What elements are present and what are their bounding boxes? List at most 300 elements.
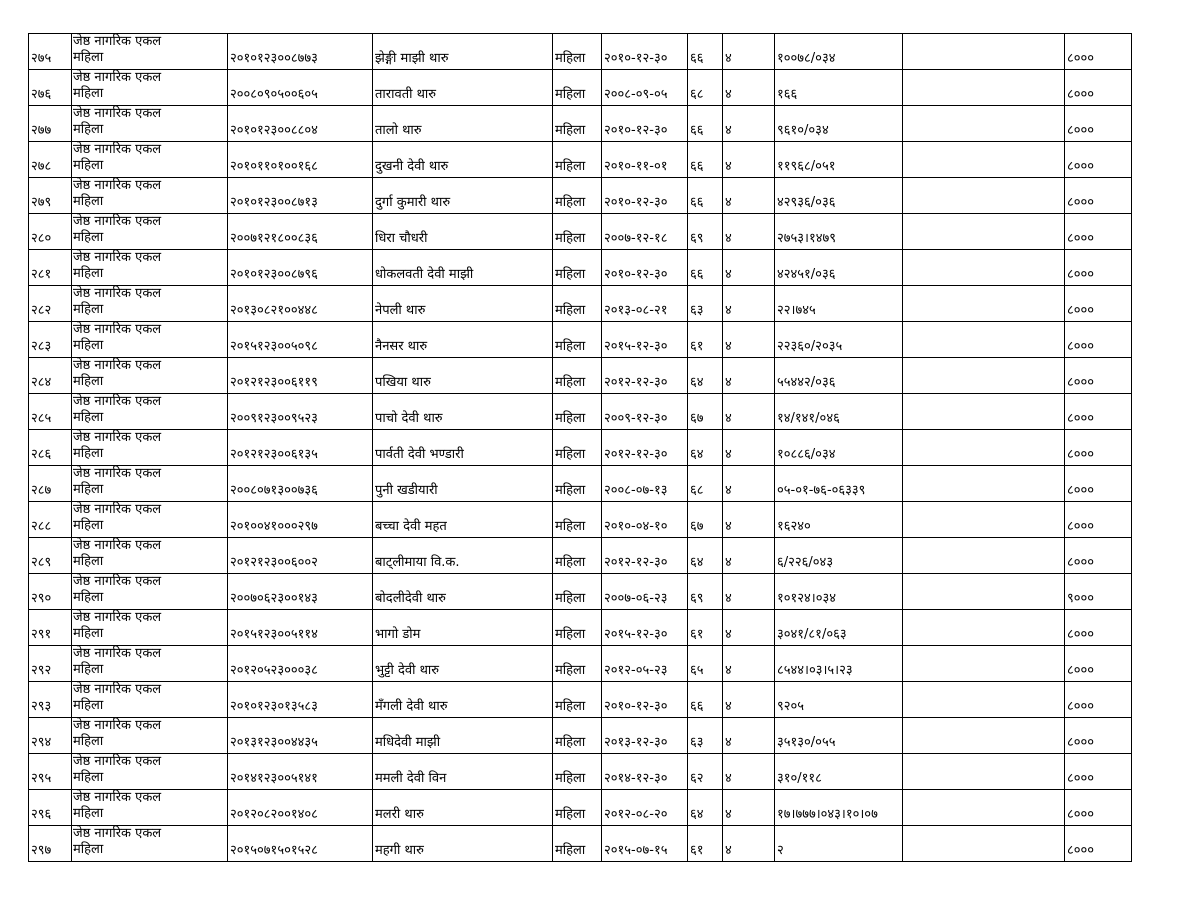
citizenship-cell [775, 502, 903, 538]
id-number-cell [228, 574, 373, 610]
id-number-cell [228, 826, 373, 862]
citizenship-cell [775, 70, 903, 106]
age: ६७ [690, 519, 704, 534]
age-cell [688, 826, 723, 862]
age-cell [688, 466, 723, 502]
id-number: २०१०१२३००८८०४ [230, 123, 318, 138]
date: २०१५-१२-३० [604, 339, 668, 354]
count: ४ [725, 843, 732, 858]
empty-cell [903, 34, 1065, 70]
date-cell [602, 430, 688, 466]
age-cell [688, 142, 723, 178]
amount: ८००० [1067, 123, 1095, 138]
name-cell [373, 754, 553, 790]
date-cell [602, 34, 688, 70]
name-cell [373, 718, 553, 754]
category-cell [72, 502, 228, 538]
amount-cell [1065, 358, 1132, 394]
category-line-2: महिला [73, 806, 104, 821]
citizenship-cell [775, 250, 903, 286]
table-row [29, 142, 1132, 178]
count-cell [723, 178, 775, 214]
citizenship-cell [775, 106, 903, 142]
category-line-2: महिला [73, 230, 104, 245]
citizenship-number: २२।७४५ [777, 303, 816, 318]
category-cell [72, 682, 228, 718]
serial-number-cell [29, 286, 72, 322]
gender-cell [553, 286, 602, 322]
age: ६१ [690, 627, 704, 642]
id-number-cell [228, 790, 373, 826]
category-line-2: महिला [73, 626, 104, 641]
serial-number: २७६ [31, 87, 52, 102]
date-cell [602, 214, 688, 250]
gender: महिला [555, 123, 586, 138]
id-number-cell [228, 646, 373, 682]
date: २०१३-०८-२१ [604, 303, 668, 318]
serial-number: २८७ [31, 483, 52, 498]
count: ४ [725, 663, 732, 678]
empty-cell [903, 466, 1065, 502]
name-cell [373, 178, 553, 214]
id-number: २०१४१२३००५१४१ [230, 771, 318, 786]
beneficiary-name: भागो डोम [375, 627, 421, 642]
gender-cell [553, 826, 602, 862]
table-row [29, 646, 1132, 682]
table-row [29, 106, 1132, 142]
category-line-2: महिला [73, 86, 104, 101]
id-number: २००८०९०५००६०५ [230, 87, 318, 102]
table-row [29, 250, 1132, 286]
serial-number-cell [29, 646, 72, 682]
serial-number-cell [29, 790, 72, 826]
id-number: २०१५१२३००५०९८ [230, 339, 318, 354]
age-cell [688, 358, 723, 394]
gender: महिला [555, 51, 586, 66]
count-cell [723, 286, 775, 322]
name-cell [373, 286, 553, 322]
id-number-cell [228, 286, 373, 322]
date-cell [602, 538, 688, 574]
gender: महिला [555, 807, 586, 822]
age-cell [688, 322, 723, 358]
date: २०१४-१२-३० [604, 771, 668, 786]
gender: महिला [555, 555, 586, 570]
beneficiary-name: पखिया थारु [375, 375, 431, 390]
amount-cell [1065, 646, 1132, 682]
date: २०१०-०४-१० [604, 519, 668, 534]
date: २०१०-१२-३० [604, 267, 668, 282]
amount-cell [1065, 106, 1132, 142]
age: ६९ [690, 231, 704, 246]
category-line-2: महिला [73, 554, 104, 569]
age: ६९ [690, 591, 704, 606]
amount: ८००० [1067, 627, 1095, 642]
id-number-cell [228, 538, 373, 574]
gender: महिला [555, 627, 586, 642]
gender: महिला [555, 771, 586, 786]
empty-cell [903, 106, 1065, 142]
name-cell [373, 394, 553, 430]
age-cell [688, 538, 723, 574]
age: ६१ [690, 339, 704, 354]
table-row [29, 718, 1132, 754]
gender: महिला [555, 483, 586, 498]
citizenship-number: ३५१३०/०५५ [777, 735, 836, 750]
citizenship-number: १०१२४।०३४ [777, 591, 837, 606]
id-number-cell [228, 682, 373, 718]
category-cell [72, 142, 228, 178]
amount: ८००० [1067, 519, 1095, 534]
age: ६४ [690, 447, 704, 462]
age: ६४ [690, 807, 704, 822]
date: २०१०-१२-३० [604, 195, 668, 210]
amount-cell [1065, 502, 1132, 538]
category-line-2: महिला [73, 842, 104, 857]
serial-number: २७७ [31, 123, 52, 138]
count-cell [723, 538, 775, 574]
beneficiary-name: तालो थारु [375, 123, 422, 138]
amount-cell [1065, 394, 1132, 430]
table-row [29, 286, 1132, 322]
beneficiary-name: महगी थारु [375, 843, 424, 858]
category-cell [72, 718, 228, 754]
serial-number-cell [29, 106, 72, 142]
name-cell [373, 34, 553, 70]
date-cell [602, 610, 688, 646]
serial-number: २७९ [31, 195, 52, 210]
count: ४ [725, 447, 732, 462]
citizenship-number: २२३६०/२०३५ [777, 339, 843, 354]
gender-cell [553, 574, 602, 610]
category-line-1: जेष्ठ नागरिक एकल [73, 790, 162, 805]
name-cell [373, 826, 553, 862]
age: ६७ [690, 411, 704, 426]
age-cell [688, 790, 723, 826]
age: ६८ [690, 87, 704, 102]
date: २०१२-१२-३० [604, 555, 668, 570]
citizenship-cell [775, 286, 903, 322]
category-cell [72, 466, 228, 502]
gender: महिला [555, 87, 586, 102]
serial-number-cell [29, 322, 72, 358]
id-number-cell [228, 106, 373, 142]
category-cell [72, 178, 228, 214]
beneficiary-name: नैनसर थारु [375, 339, 428, 354]
citizenship-number: ३०४१/८१/०६३ [777, 627, 847, 642]
amount: ८००० [1067, 159, 1095, 174]
amount: ८००० [1067, 771, 1095, 786]
count-cell [723, 826, 775, 862]
serial-number: २८९ [31, 555, 52, 570]
id-number: २०१३१२३००४४३५ [230, 735, 318, 750]
citizenship-number: २७५३।१४७९ [777, 231, 837, 246]
amount: ८००० [1067, 411, 1095, 426]
name-cell [373, 682, 553, 718]
serial-number-cell [29, 430, 72, 466]
citizenship-number: ०५-०१-७६-०६३३९ [777, 483, 866, 498]
date-cell [602, 394, 688, 430]
count: ४ [725, 195, 732, 210]
amount-cell [1065, 250, 1132, 286]
serial-number: २७५ [31, 51, 52, 66]
serial-number: २८५ [31, 411, 52, 426]
date-cell [602, 358, 688, 394]
category-line-2: महिला [73, 374, 104, 389]
category-cell [72, 430, 228, 466]
count-cell [723, 322, 775, 358]
gender: महिला [555, 159, 586, 174]
gender-cell [553, 178, 602, 214]
id-number-cell [228, 610, 373, 646]
gender-cell [553, 538, 602, 574]
category-line-2: महिला [73, 662, 104, 677]
date: २०१५-०७-१५ [604, 843, 668, 858]
category-cell [72, 214, 228, 250]
citizenship-number: १००७८/०३४ [777, 51, 836, 66]
beneficiary-name: ममली देवी विन [375, 771, 447, 786]
date-cell [602, 574, 688, 610]
serial-number-cell [29, 754, 72, 790]
amount: ८००० [1067, 51, 1095, 66]
id-number: २००७१२१८००८३६ [230, 231, 318, 246]
empty-cell [903, 646, 1065, 682]
category-line-1: जेष्ठ नागरिक एकल [73, 646, 162, 661]
gender-cell [553, 430, 602, 466]
age-cell [688, 718, 723, 754]
amount-cell [1065, 286, 1132, 322]
gender-cell [553, 718, 602, 754]
id-number: २०१२१२३००६११९ [230, 375, 318, 390]
category-line-1: जेष्ठ नागरिक एकल [73, 430, 162, 445]
category-line-1: जेष्ठ नागरिक एकल [73, 358, 162, 373]
id-number: २००९१२३००९५२३ [230, 411, 318, 426]
citizenship-cell [775, 718, 903, 754]
table-row [29, 70, 1132, 106]
name-cell [373, 250, 553, 286]
age-cell [688, 646, 723, 682]
date-cell [602, 178, 688, 214]
count-cell [723, 502, 775, 538]
empty-cell [903, 790, 1065, 826]
serial-number-cell [29, 142, 72, 178]
amount-cell [1065, 574, 1132, 610]
date: २००९-१२-३० [604, 411, 668, 426]
count-cell [723, 610, 775, 646]
category-line-1: जेष्ठ नागरिक एकल [73, 502, 162, 517]
citizenship-cell [775, 34, 903, 70]
gender: महिला [555, 231, 586, 246]
id-number-cell [228, 34, 373, 70]
category-line-1: जेष्ठ नागरिक एकल [73, 250, 162, 265]
gender: महिला [555, 339, 586, 354]
beneficiary-name: पाचो देवी थारु [375, 411, 443, 426]
name-cell [373, 106, 553, 142]
count: ४ [725, 411, 732, 426]
name-cell [373, 70, 553, 106]
table-row [29, 214, 1132, 250]
beneficiary-name: बोदलीदेवी थारु [375, 591, 446, 606]
date-cell [602, 790, 688, 826]
gender: महिला [555, 303, 586, 318]
serial-number-cell [29, 34, 72, 70]
id-number: २०१०१२३००८७१३ [230, 195, 318, 210]
category-line-1: जेष्ठ नागरिक एकल [73, 70, 162, 85]
date: २०१०-१२-३० [604, 699, 668, 714]
amount: ८००० [1067, 87, 1095, 102]
category-line-2: महिला [73, 734, 104, 749]
age-cell [688, 214, 723, 250]
count-cell [723, 34, 775, 70]
category-line-1: जेष्ठ नागरिक एकल [73, 142, 162, 157]
category-line-1: जेष्ठ नागरिक एकल [73, 754, 162, 769]
category-cell [72, 574, 228, 610]
count-cell [723, 250, 775, 286]
gender-cell [553, 610, 602, 646]
citizenship-cell [775, 826, 903, 862]
category-line-2: महिला [73, 50, 104, 65]
age-cell [688, 286, 723, 322]
gender-cell [553, 502, 602, 538]
beneficiary-name: मधिदेवी माझी [375, 735, 441, 750]
serial-number: २८४ [31, 375, 52, 390]
date: २००७-०६-२३ [604, 591, 668, 606]
citizenship-cell [775, 466, 903, 502]
serial-number-cell [29, 70, 72, 106]
serial-number-cell [29, 502, 72, 538]
count: ४ [725, 51, 732, 66]
table-row [29, 430, 1132, 466]
gender-cell [553, 394, 602, 430]
gender: महिला [555, 195, 586, 210]
count-cell [723, 70, 775, 106]
name-cell [373, 502, 553, 538]
serial-number-cell [29, 178, 72, 214]
citizenship-cell [775, 610, 903, 646]
gender: महिला [555, 375, 586, 390]
age: ६४ [690, 375, 704, 390]
name-cell [373, 214, 553, 250]
name-cell [373, 358, 553, 394]
empty-cell [903, 250, 1065, 286]
gender: महिला [555, 447, 586, 462]
citizenship-cell [775, 322, 903, 358]
serial-number-cell [29, 250, 72, 286]
citizenship-number: ११९६८/०५१ [777, 159, 836, 174]
table-body [29, 34, 1132, 862]
serial-number-cell [29, 358, 72, 394]
gender-cell [553, 754, 602, 790]
gender-cell [553, 466, 602, 502]
age: ६६ [690, 123, 704, 138]
count-cell [723, 790, 775, 826]
gender: महिला [555, 735, 586, 750]
id-number: २०१५०७१५०१५२८ [230, 843, 318, 858]
date: २००८-०७-१३ [604, 483, 668, 498]
category-line-1: जेष्ठ नागरिक एकल [73, 610, 162, 625]
id-number: २०१०१२३००८७९६ [230, 267, 318, 282]
category-line-1: जेष्ठ नागरिक एकल [73, 34, 162, 49]
id-number-cell [228, 718, 373, 754]
id-number: २०१२१२३००६१३५ [230, 447, 318, 462]
id-number: २०१२०५२३०००३८ [230, 663, 318, 678]
amount-cell [1065, 682, 1132, 718]
amount-cell [1065, 178, 1132, 214]
id-number-cell [228, 466, 373, 502]
serial-number: २९२ [31, 663, 52, 678]
id-number-cell [228, 250, 373, 286]
amount: ८००० [1067, 843, 1095, 858]
serial-number-cell [29, 574, 72, 610]
category-line-1: जेष्ठ नागरिक एकल [73, 682, 162, 697]
citizenship-cell [775, 790, 903, 826]
gender-cell [553, 682, 602, 718]
table-row [29, 394, 1132, 430]
empty-cell [903, 286, 1065, 322]
age: ६३ [690, 303, 704, 318]
count-cell [723, 394, 775, 430]
serial-number-cell [29, 394, 72, 430]
count: ४ [725, 339, 732, 354]
date-cell [602, 826, 688, 862]
beneficiary-name: मलरी थारु [375, 807, 424, 822]
amount: ८००० [1067, 267, 1095, 282]
gender: महिला [555, 591, 586, 606]
count: ४ [725, 123, 732, 138]
age-cell [688, 574, 723, 610]
date: २००८-०९-०५ [604, 87, 668, 102]
category-cell [72, 538, 228, 574]
id-number: २०१३०८२१००४४८ [230, 303, 318, 318]
age: ६१ [690, 843, 704, 858]
category-cell [72, 754, 228, 790]
empty-cell [903, 610, 1065, 646]
age: ६६ [690, 51, 704, 66]
category-line-2: महिला [73, 122, 104, 137]
amount-cell [1065, 430, 1132, 466]
category-cell [72, 70, 228, 106]
date: २००७-१२-१८ [604, 231, 668, 246]
empty-cell [903, 502, 1065, 538]
count: ४ [725, 591, 732, 606]
date: २०१५-१२-३० [604, 627, 668, 642]
date: २०१२-०५-२३ [604, 663, 668, 678]
count: ४ [725, 735, 732, 750]
date-cell [602, 646, 688, 682]
citizenship-cell [775, 574, 903, 610]
date-cell [602, 718, 688, 754]
empty-cell [903, 142, 1065, 178]
table-row [29, 574, 1132, 610]
serial-number: २८१ [31, 267, 52, 282]
id-number-cell [228, 430, 373, 466]
id-number-cell [228, 178, 373, 214]
category-line-1: जेष्ठ नागरिक एकल [73, 574, 162, 589]
category-cell [72, 646, 228, 682]
empty-cell [903, 538, 1065, 574]
amount: ९००० [1067, 591, 1095, 606]
gender-cell [553, 790, 602, 826]
table-row [29, 826, 1132, 862]
category-line-2: महिला [73, 590, 104, 605]
date-cell [602, 466, 688, 502]
count: ४ [725, 375, 732, 390]
id-number: २०१००४१०००२९७ [230, 519, 318, 534]
empty-cell [903, 754, 1065, 790]
amount: ८००० [1067, 339, 1095, 354]
citizenship-number: ६/२२६/०४३ [777, 555, 834, 570]
amount-cell [1065, 322, 1132, 358]
